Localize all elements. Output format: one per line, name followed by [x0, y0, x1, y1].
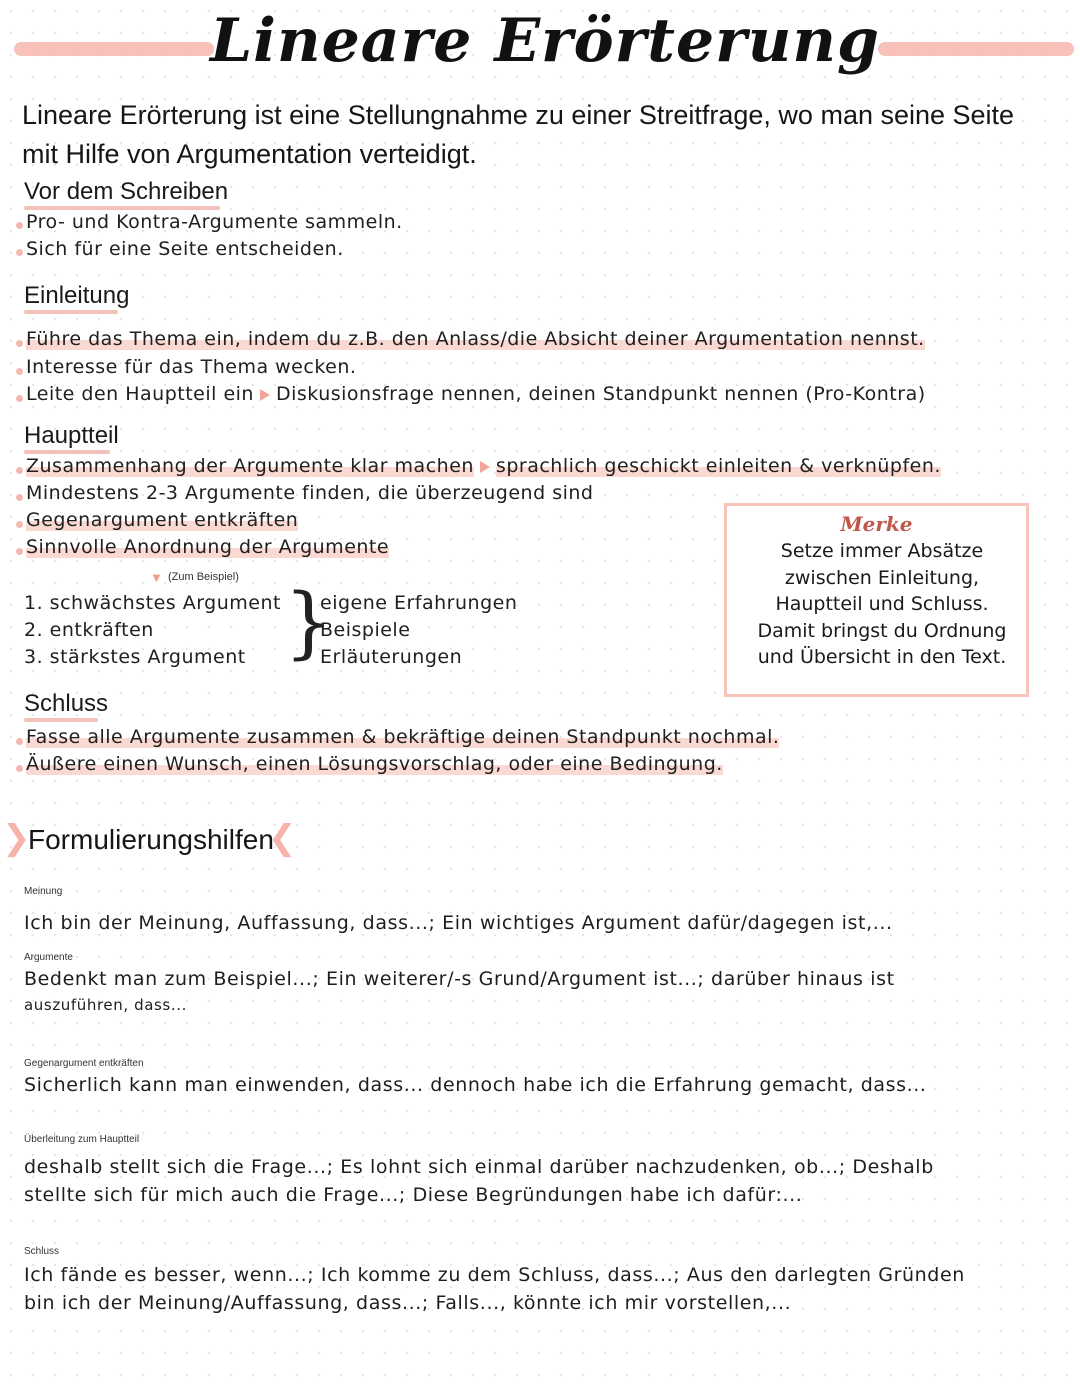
heading-underline [24, 310, 118, 314]
bullet [16, 494, 23, 501]
chevron-left-icon: ❮ [268, 818, 297, 858]
bullet [16, 340, 23, 347]
support-item: Erläuterungen [320, 646, 463, 668]
arrow-right-icon [260, 389, 270, 401]
list-item: Pro- und Kontra-Argumente sammeln. [26, 211, 403, 233]
list-item [26, 753, 723, 775]
bullet [16, 467, 23, 474]
list-item-text: Gegenargument entkräften [26, 509, 299, 531]
title-decoration-left [14, 42, 214, 56]
brace-icon: } [284, 578, 334, 668]
phrase-line: bin ich der Meinung/Auffassung, dass...; Falls..., könnte ich mir vorstellen,... [24, 1292, 792, 1314]
heading-einleitung: Einleitung [24, 282, 130, 309]
list-item: Mindestens 2-3 Argumente finden, die überzeugend sind [26, 482, 594, 504]
phrase-line: deshalb stellt sich die Frage...; Es lohnt sich einmal darüber nachzudenken, ob...; Deshalb [24, 1156, 934, 1178]
bullet [16, 738, 23, 745]
group-label: Überleitung zum Hauptteil [24, 1134, 140, 1145]
support-item: eigene Erfahrungen [320, 592, 518, 614]
phrase-line: Ich bin der Meinung, Auffassung, dass...; Ein wichtiges Argument dafür/dagegen ist,... [24, 912, 893, 934]
order-item: 1. schwächstes Argument [24, 592, 281, 614]
list-item [26, 455, 941, 477]
bullet [16, 368, 23, 375]
heading-hauptteil: Hauptteil [24, 422, 119, 449]
list-item-text: Leite den Hauptteil ein [26, 383, 254, 405]
list-item: Sich für eine Seite entscheiden. [26, 238, 344, 260]
phrase-line: Bedenkt man zum Beispiel...; Ein weiterer/-s Grund/Argument ist...; darüber hinaus ist [24, 968, 895, 990]
list-item-text: Zusammenhang der Argumente klar machen [26, 455, 474, 477]
list-item [26, 536, 389, 558]
title-decoration-right [878, 42, 1074, 56]
group-label: Schluss [24, 1246, 60, 1257]
bullet [16, 222, 23, 229]
example-note: (Zum Beispiel) [168, 571, 239, 583]
list-item-text: Äußere einen Wunsch, einen Lösungsvorschlag, oder eine Bedingung. [26, 753, 723, 775]
group-label: Meinung [24, 886, 63, 897]
support-item: Beispiele [320, 619, 411, 641]
heading-formulierungshilfen: Formulierungshilfen [28, 824, 274, 855]
arrow-down-icon: ▼ [150, 570, 163, 585]
merke-title: Merke [840, 512, 913, 536]
list-item [26, 509, 298, 531]
bullet [16, 521, 23, 528]
group-label: Gegenargument entkräften [24, 1058, 144, 1069]
order-item: 3. stärkstes Argument [24, 646, 246, 668]
list-item [26, 383, 926, 405]
phrase-line: stellte sich für mich auch die Frage...; Diese Begründungen habe ich dafür:... [24, 1184, 803, 1206]
list-item-text: Sinnvolle Anordnung der Argumente [26, 536, 390, 558]
page-title: Lineare Erörterung [209, 6, 880, 76]
bullet [16, 395, 23, 402]
heading-underline [24, 718, 98, 722]
heading-vor-dem-schreiben: Vor dem Schreiben [24, 178, 229, 205]
bullet [16, 548, 23, 555]
arrow-right-icon [480, 461, 490, 473]
merke-box [724, 503, 1029, 697]
heading-schluss: Schluss [24, 690, 109, 717]
merke-text: Setze immer Absätze zwischen Einleitung, Hauptteil und Schluss. Damit bringst du Ordnung und Übersicht in den Text. [757, 540, 1007, 668]
heading-underline [24, 206, 220, 210]
order-item: 2. entkräften [24, 619, 154, 641]
list-item-text: Führe das Thema ein, indem du z.B. den Anlass/die Absicht deiner Argumentation nennst. [26, 328, 925, 350]
bullet [16, 249, 23, 256]
bullet [16, 765, 23, 772]
list-item: Interesse für das Thema wecken. [26, 356, 357, 378]
group-label: Argumente [24, 952, 73, 963]
title-area [0, 0, 1080, 100]
phrase-line: auszuführen, dass... [24, 996, 187, 1014]
list-item-text: Diskusionsfrage nennen, deinen Standpunkt nennen (Pro-Kontra) [275, 383, 926, 405]
list-item [26, 328, 925, 350]
chevron-right-icon: ❯ [2, 818, 31, 858]
phrase-line: Sicherlich kann man einwenden, dass... dennoch habe ich die Erfahrung gemacht, dass... [24, 1074, 927, 1096]
list-item [26, 726, 779, 748]
list-item-text: Fasse alle Argumente zusammen & bekräftige deinen Standpunkt nochmal. [26, 726, 780, 748]
intro-text: Lineare Erörterung ist eine Stellungnahme zu einer Streitfrage, wo man seine Seite mit Hilfe von Argumentation verteidigt. [22, 100, 1015, 169]
list-item-text: sprachlich geschickt einleiten & verknüpfen. [495, 455, 941, 477]
phrase-line: Ich fände es besser, wenn...; Ich komme zu dem Schluss, dass...; Aus den darlegten Gründen [24, 1264, 965, 1286]
heading-underline [24, 450, 110, 454]
